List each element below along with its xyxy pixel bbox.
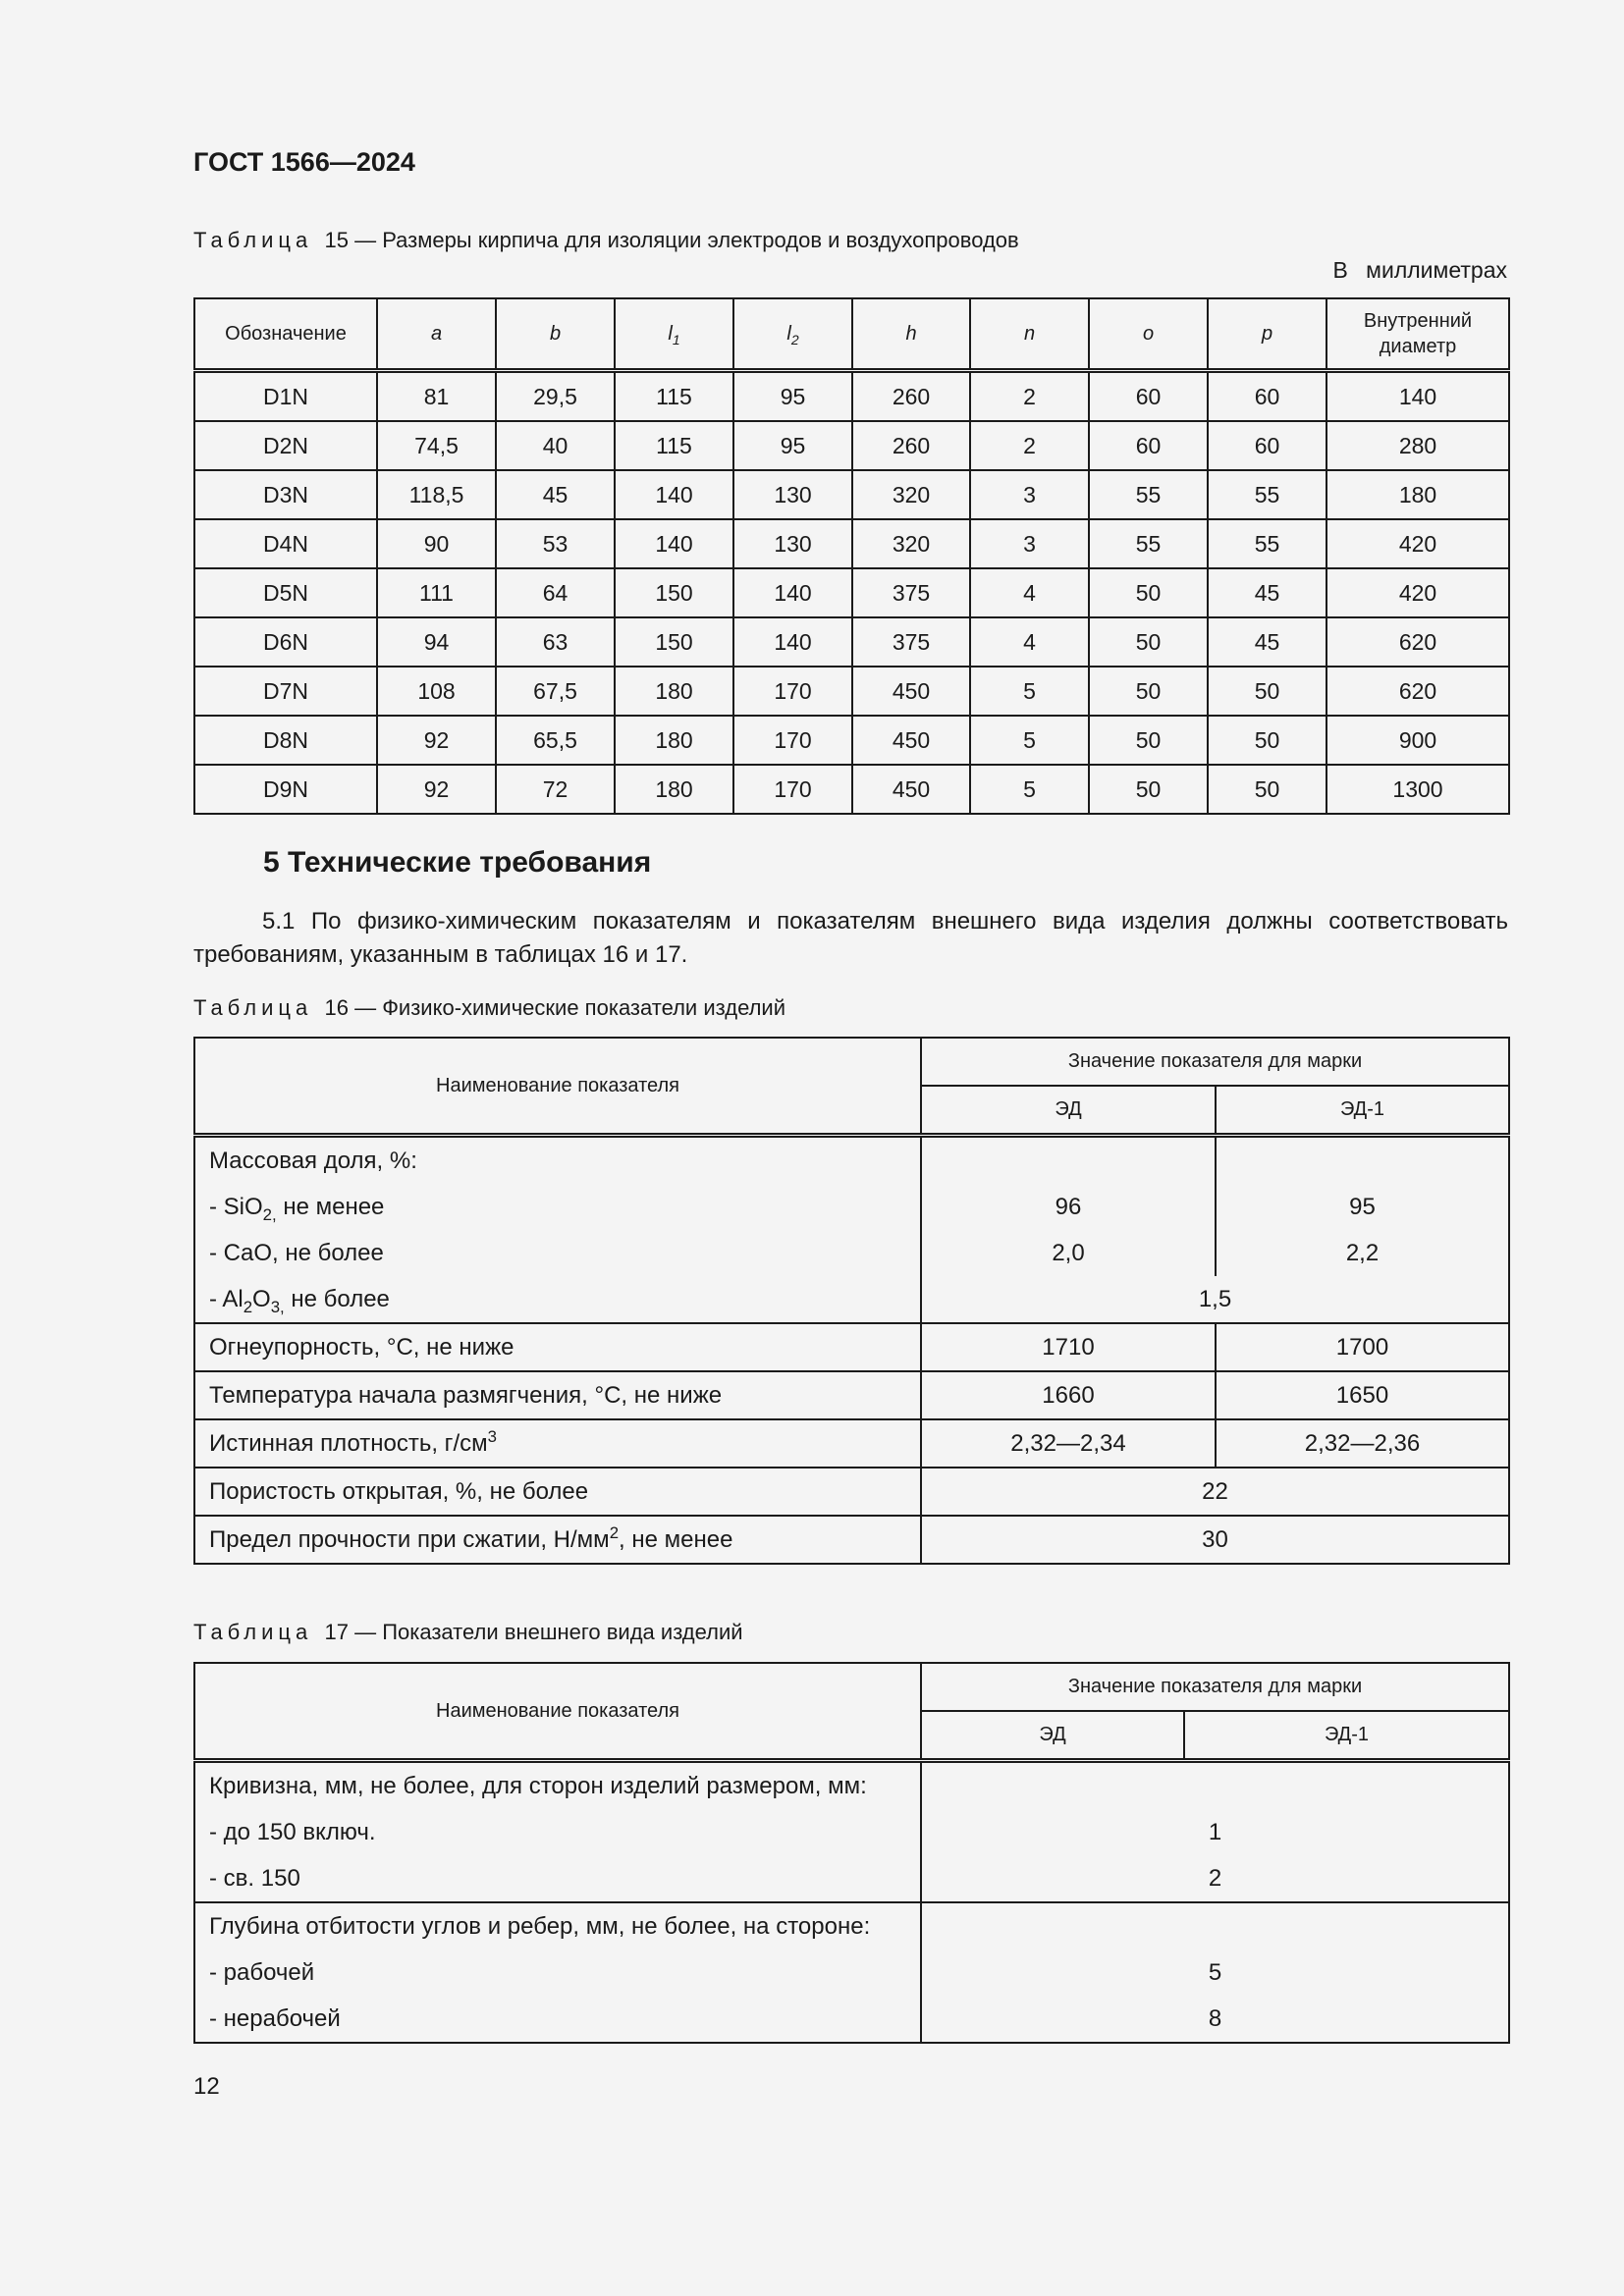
table-cell: 50 [1208,716,1326,765]
table-cell: 2 [970,421,1089,470]
table-cell: 64 [496,568,615,617]
table-cell: 2 [921,1855,1509,1902]
table-cell: 1660 [921,1371,1216,1419]
table-row [194,617,1509,667]
table-cell: 2,32—2,34 [921,1419,1216,1468]
table-cell: 180 [1326,470,1509,519]
table-cell: 50 [1089,667,1208,716]
table-cell: Глубина отбитости углов и ребер, мм, не более, на стороне: [194,1902,921,1949]
table-cell: 450 [852,667,970,716]
table-cell: 140 [615,470,733,519]
section-paragraph: 5.1 По физико-химическим показателям и показателям внешнего вида изделия должны соответствовать требованиям, указанным в таблицах 16 и 17. [193,908,1508,968]
table-cell: 1 [921,1809,1509,1855]
table-cell: 118,5 [377,470,496,519]
table-row [194,470,1509,519]
table-cell: 115 [615,371,733,422]
section-heading: 5 Технические требования [263,846,652,879]
table17: Наименование показателя Значение показателя для марки ЭД ЭД-1 Кривизна, мм, не более, для сторон изделий размером, мм: - до 150 включ. 1 - св. 150 2 Глубина отбитости углов и ребер, мм, не более, на стороне: - рабочей 5 - нерабочей 8 [193,1662,1510,2044]
document-header: ГОСТ 1566—2024 [193,147,415,177]
table-row [194,1323,1509,1371]
table-row [194,1516,1509,1564]
table-cell: 180 [615,765,733,814]
table-cell: Предел прочности при сжатии, $Н/мм^2$, не менее [194,1516,921,1564]
table-cell: 60 [1089,371,1208,422]
table-cell: 50 [1089,765,1208,814]
table-cell: 111 [377,568,496,617]
table-cell: 320 [852,519,970,568]
table15-body [194,371,1509,815]
table-cell: 5 [921,1949,1509,1996]
table-row [194,1761,1509,1810]
table-row: - $Al_2O_{3,}$ не более 1,5 [194,1276,1509,1323]
table-row [194,519,1509,568]
table-cell: 65,5 [496,716,615,765]
table-row [194,1949,1509,1996]
col-header: Обозначение [194,298,377,371]
table-cell: 72 [496,765,615,814]
table-cell: 60 [1208,421,1326,470]
table-cell: 620 [1326,667,1509,716]
table-cell: 2 [970,371,1089,422]
col-header: $l_1$ [615,298,733,371]
name-header: Наименование показателя [194,1038,921,1136]
table-row [194,1419,1509,1468]
col-header: Внутренний диаметр [1326,298,1509,371]
table15-unit: В миллиметрах [1332,257,1507,283]
table16 [193,1037,1510,1565]
table-cell: Огнеупорность, °С, не ниже [194,1323,921,1371]
table-row: - SiO$_{2,}$ не менее 96 95 [194,1184,1509,1230]
table-cell: 420 [1326,568,1509,617]
table-cell: 170 [733,765,852,814]
table-cell: D6N [194,617,377,667]
table-cell: D3N [194,470,377,519]
table-row [194,667,1509,716]
table-cell: 45 [1208,568,1326,617]
table-cell: 450 [852,716,970,765]
table-row [194,1468,1509,1516]
table-row [194,421,1509,470]
table-cell [1216,1136,1509,1185]
table-cell: 94 [377,617,496,667]
grade-header: ЭД [921,1086,1216,1136]
table-row [194,1996,1509,2043]
table-cell: 50 [1089,617,1208,667]
table-row [194,765,1509,814]
table-cell: - св. 150 [194,1855,921,1902]
table-row [194,568,1509,617]
col-header: p [1208,298,1326,371]
table-cell: 140 [733,568,852,617]
table-cell: 1300 [1326,765,1509,814]
table-cell: Температура начала размягчения, °С, не ниже [194,1371,921,1419]
table-cell: 150 [615,568,733,617]
table-row [194,1371,1509,1419]
table-cell: D7N [194,667,377,716]
table-cell: 180 [615,667,733,716]
table-cell: 420 [1326,519,1509,568]
table-cell: 170 [733,716,852,765]
table-cell: 1650 [1216,1371,1509,1419]
table-row [194,716,1509,765]
table-cell: D9N [194,765,377,814]
caption-prefix: Таблица [193,228,313,252]
table-cell: 50 [1089,568,1208,617]
table17-caption: Таблица 17 — Показатели внешнего вида изделий [193,1620,743,1644]
table-cell: 95 [733,371,852,422]
page-number: 12 [193,2073,220,2100]
table-cell: 55 [1089,470,1208,519]
table-cell: 620 [1326,617,1509,667]
table-cell: D5N [194,568,377,617]
table-cell: 130 [733,470,852,519]
table-cell: 29,5 [496,371,615,422]
table-cell: 375 [852,617,970,667]
table-cell: 67,5 [496,667,615,716]
table-cell: 260 [852,421,970,470]
table-cell: Кривизна, мм, не более, для сторон изделий размером, мм: [194,1761,921,1810]
table-cell [921,1761,1509,1810]
table-cell: 92 [377,765,496,814]
table-cell: 320 [852,470,970,519]
table15-caption [193,228,1019,253]
table-cell: 55 [1208,519,1326,568]
table-row: Массовая доля, %: [194,1136,1509,1185]
table17-header-row: Наименование показателя Значение показателя для марки [194,1663,1509,1711]
table-cell: D2N [194,421,377,470]
table15-header-row [194,298,1509,371]
table-cell: - нерабочей [194,1996,921,2043]
table-cell: 3 [970,519,1089,568]
table-cell: 74,5 [377,421,496,470]
table-cell: 260 [852,371,970,422]
table16-caption: Таблица 16 — Физико-химические показатели изделий [193,995,785,1020]
table-cell: Пористость открытая, %, не более [194,1468,921,1516]
table-cell: 5 [970,667,1089,716]
table-cell: 4 [970,617,1089,667]
table-cell: 90 [377,519,496,568]
table-cell: 53 [496,519,615,568]
table-cell: 50 [1208,765,1326,814]
table16-header-row [194,1038,1509,1086]
table-cell: 5 [970,765,1089,814]
col-header: a [377,298,496,371]
table-cell: 95 [733,421,852,470]
table-cell: 92 [377,716,496,765]
table-cell: 375 [852,568,970,617]
table-cell [921,1902,1509,1949]
table-cell: D4N [194,519,377,568]
table-row [194,1855,1509,1902]
table-cell: 55 [1089,519,1208,568]
table-row [194,371,1509,422]
table-row [194,1809,1509,1855]
caption-text: 15 — Размеры кирпича для изоляции электродов и воздухопроводов [324,228,1019,252]
table-cell: 40 [496,421,615,470]
col-header: b [496,298,615,371]
table-cell: 22 [921,1468,1509,1516]
table15 [193,297,1510,815]
table-cell: 130 [733,519,852,568]
table-cell: 30 [921,1516,1509,1564]
table-cell: 45 [1208,617,1326,667]
table-cell: 150 [615,617,733,667]
table-cell: 140 [615,519,733,568]
table-cell: 55 [1208,470,1326,519]
table-cell: 180 [615,716,733,765]
table-cell: 140 [1326,371,1509,422]
table-cell: 2,32—2,36 [1216,1419,1509,1468]
table-cell: 60 [1089,421,1208,470]
table-cell: 170 [733,667,852,716]
table-cell: 8 [921,1996,1509,2043]
col-header: n [970,298,1089,371]
table-cell: 115 [615,421,733,470]
table-cell: 108 [377,667,496,716]
table-cell: Истинная плотность, $г/см^3$ [194,1419,921,1468]
grade-header: ЭД-1 [1216,1086,1509,1136]
table-cell: 5 [970,716,1089,765]
table-cell [921,1136,1216,1185]
table-cell: 45 [496,470,615,519]
col-header: o [1089,298,1208,371]
table-cell: 900 [1326,716,1509,765]
table-cell: 60 [1208,371,1326,422]
value-header: Значение показателя для марки [921,1038,1509,1086]
table-cell: 50 [1208,667,1326,716]
col-header: h [852,298,970,371]
table-cell: - до 150 включ. [194,1809,921,1855]
table-cell: - рабочей [194,1949,921,1996]
table-row [194,1902,1509,1949]
table-cell: 280 [1326,421,1509,470]
table-cell: 1710 [921,1323,1216,1371]
table-cell: 81 [377,371,496,422]
table-row: - CaO, не более 2,0 2,2 [194,1230,1509,1276]
col-header: $l_2$ [733,298,852,371]
table-cell: 1700 [1216,1323,1509,1371]
table-cell: 63 [496,617,615,667]
table-cell: 3 [970,470,1089,519]
table-cell: 140 [733,617,852,667]
table-cell: D8N [194,716,377,765]
table-cell: 450 [852,765,970,814]
table-cell: 4 [970,568,1089,617]
table-cell: D1N [194,371,377,422]
table-cell: 50 [1089,716,1208,765]
